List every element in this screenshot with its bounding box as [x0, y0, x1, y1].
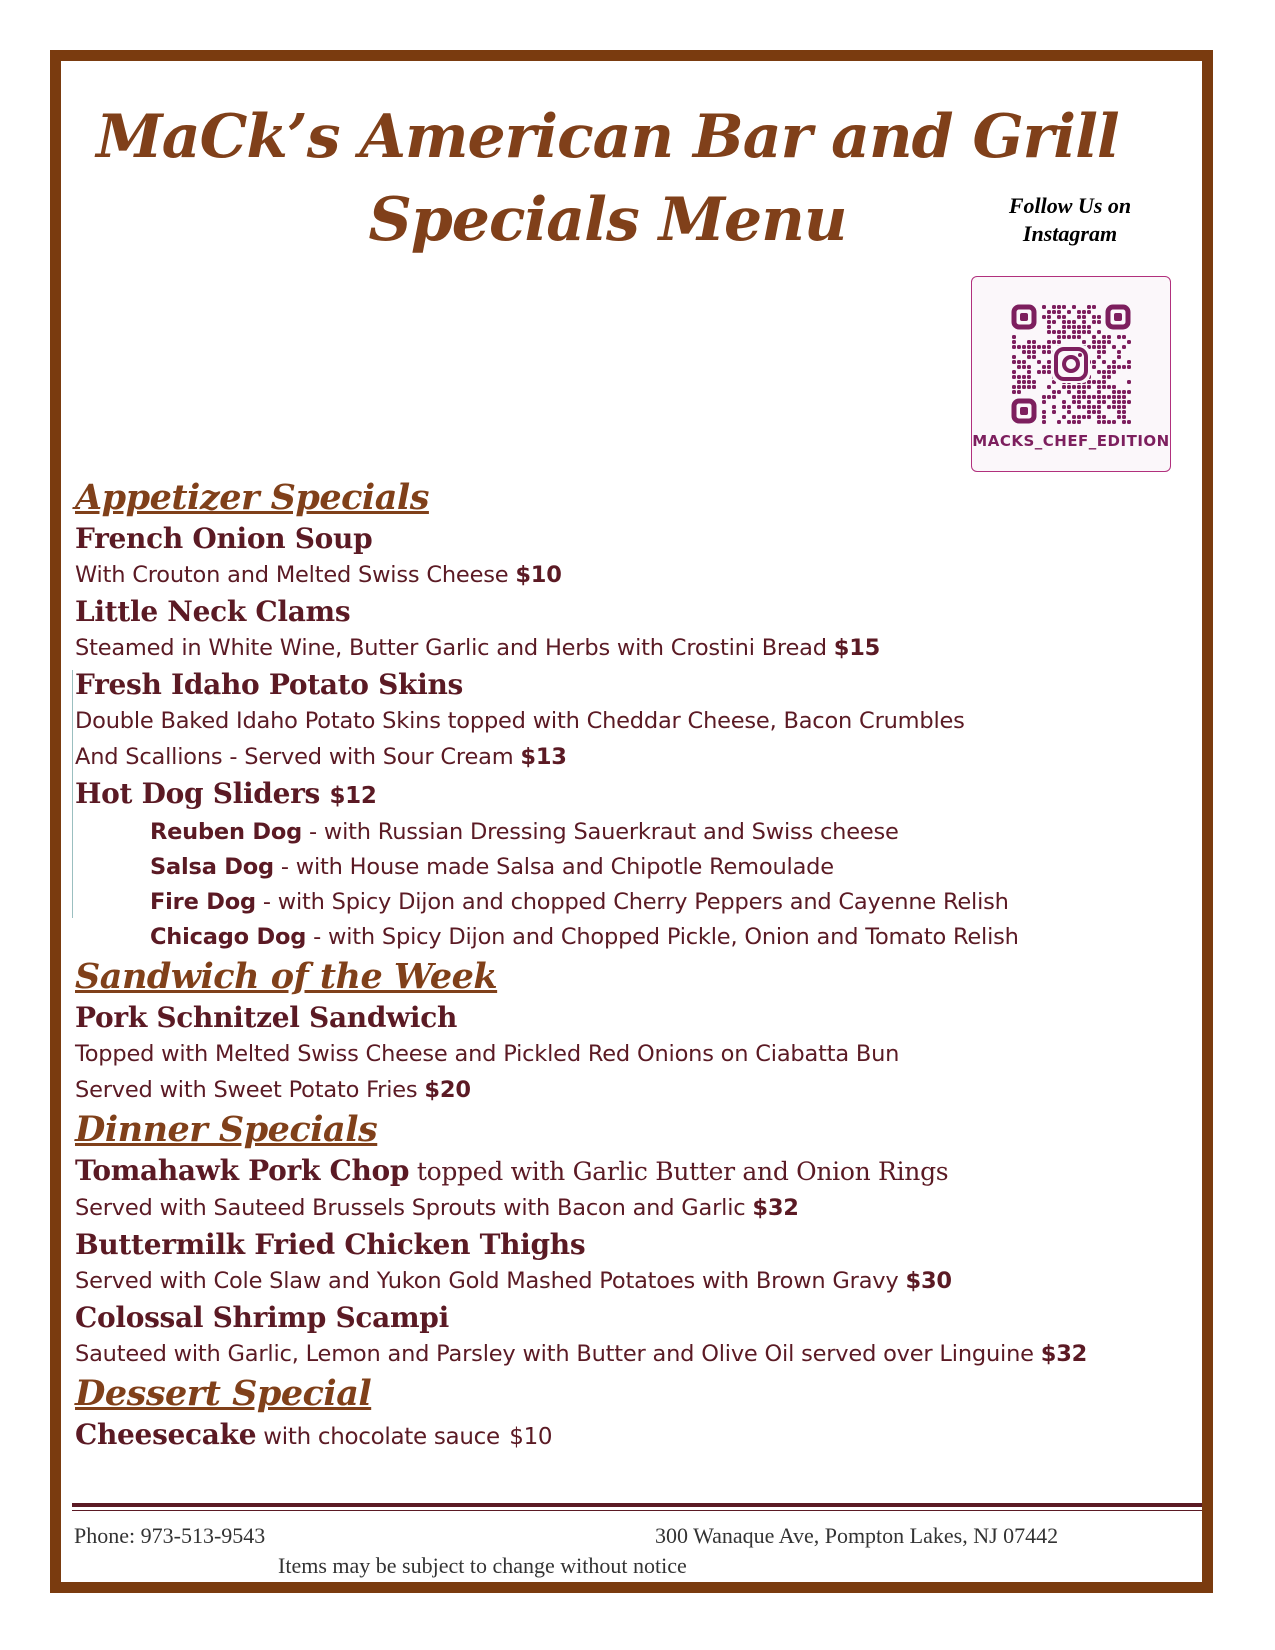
sub-item: Fire Dog - with Spicy Dijon and chopped Cherry Peppers and Cayenne Relish: [150, 889, 1009, 915]
item-name: Little Neck Clams: [75, 595, 351, 628]
item-price: $32: [1040, 1341, 1088, 1367]
item-price: $10: [515, 562, 562, 588]
item-description: Served with Sauteed Brussels Sprouts with Bacon and Garlic $32: [75, 1195, 799, 1221]
item-name: Buttermilk Fried Chicken Thighs: [75, 1228, 586, 1261]
address: 300 Wanaque Ave, Pompton Lakes, NJ 07442: [655, 1523, 1059, 1548]
item-price: $20: [424, 1077, 471, 1103]
item-name: French Onion Soup: [75, 522, 373, 555]
item-description: Served with Cole Slaw and Yukon Gold Mashed Potatoes with Brown Gravy $30: [75, 1268, 952, 1294]
item-description: Sauteed with Garlic, Lemon and Parsley with Butter and Olive Oil served over Linguine $32: [75, 1341, 1088, 1367]
footer-divider-thin: [72, 1510, 1202, 1511]
phone-number: Phone: 973-513-9543: [74, 1523, 266, 1548]
section-heading-dessert: Dessert Special: [75, 1373, 372, 1414]
item-price: $32: [752, 1195, 799, 1221]
item-price: $10: [509, 1424, 553, 1450]
menu-title: Specials Menu: [368, 185, 847, 255]
item-price: $12: [329, 783, 377, 809]
section-heading-dinner: Dinner Specials: [75, 1109, 378, 1150]
instagram-qr-card[interactable]: [971, 276, 1171, 472]
item-name: Hot Dog Sliders $12: [75, 777, 377, 810]
item-description: With Crouton and Melted Swiss Cheese $10: [75, 562, 562, 588]
item-name: Colossal Shrimp Scampi: [75, 1301, 449, 1334]
item-description: Topped with Melted Swiss Cheese and Pickled Red Onions on Ciabatta Bun: [75, 1041, 900, 1067]
margin-line: [72, 670, 73, 918]
item-name: Pork Schnitzel Sandwich: [75, 1001, 458, 1034]
instagram-follow-text: Follow Us on Instagram: [1008, 193, 1132, 246]
sub-item: Chicago Dog - with Spicy Dijon and Chopped Pickle, Onion and Tomato Relish: [150, 924, 1019, 950]
item-name: Tomahawk Pork Chop topped with Garlic Butter and Onion Rings: [75, 1154, 949, 1187]
section-heading-sandwich: Sandwich of the Week: [75, 956, 498, 997]
qr-code-icon: [1010, 303, 1132, 425]
restaurant-title: MaCk’s American Bar and Grill: [96, 102, 1119, 172]
item-description: And Scallions - Served with Sour Cream $13: [75, 744, 567, 770]
instagram-handle: MACKS_CHEF_EDITION: [972, 432, 1170, 450]
item-price: $13: [520, 744, 567, 770]
item-price: $15: [833, 635, 881, 661]
footer-divider: [72, 1503, 1202, 1507]
item-description: Steamed in White Wine, Butter Garlic and Herbs with Crostini Bread $15: [75, 635, 881, 661]
item-price: $30: [905, 1268, 952, 1294]
item-name: Fresh Idaho Potato Skins: [75, 668, 464, 701]
sub-item: Reuben Dog - with Russian Dressing Sauerkraut and Swiss cheese: [150, 819, 899, 845]
sub-item: Salsa Dog - with House made Salsa and Chipotle Remoulade: [150, 854, 834, 880]
section-heading-appetizers: Appetizer Specials: [75, 477, 429, 518]
menu-content: [75, 476, 1195, 1456]
change-notice: Items may be subject to change without notice: [278, 1553, 687, 1578]
item-description: Double Baked Idaho Potato Skins topped with Cheddar Cheese, Bacon Crumbles: [75, 708, 965, 734]
item-description: Served with Sweet Potato Fries $20: [75, 1077, 471, 1103]
item-name: Cheesecake with chocolate sauce $10: [75, 1418, 553, 1451]
